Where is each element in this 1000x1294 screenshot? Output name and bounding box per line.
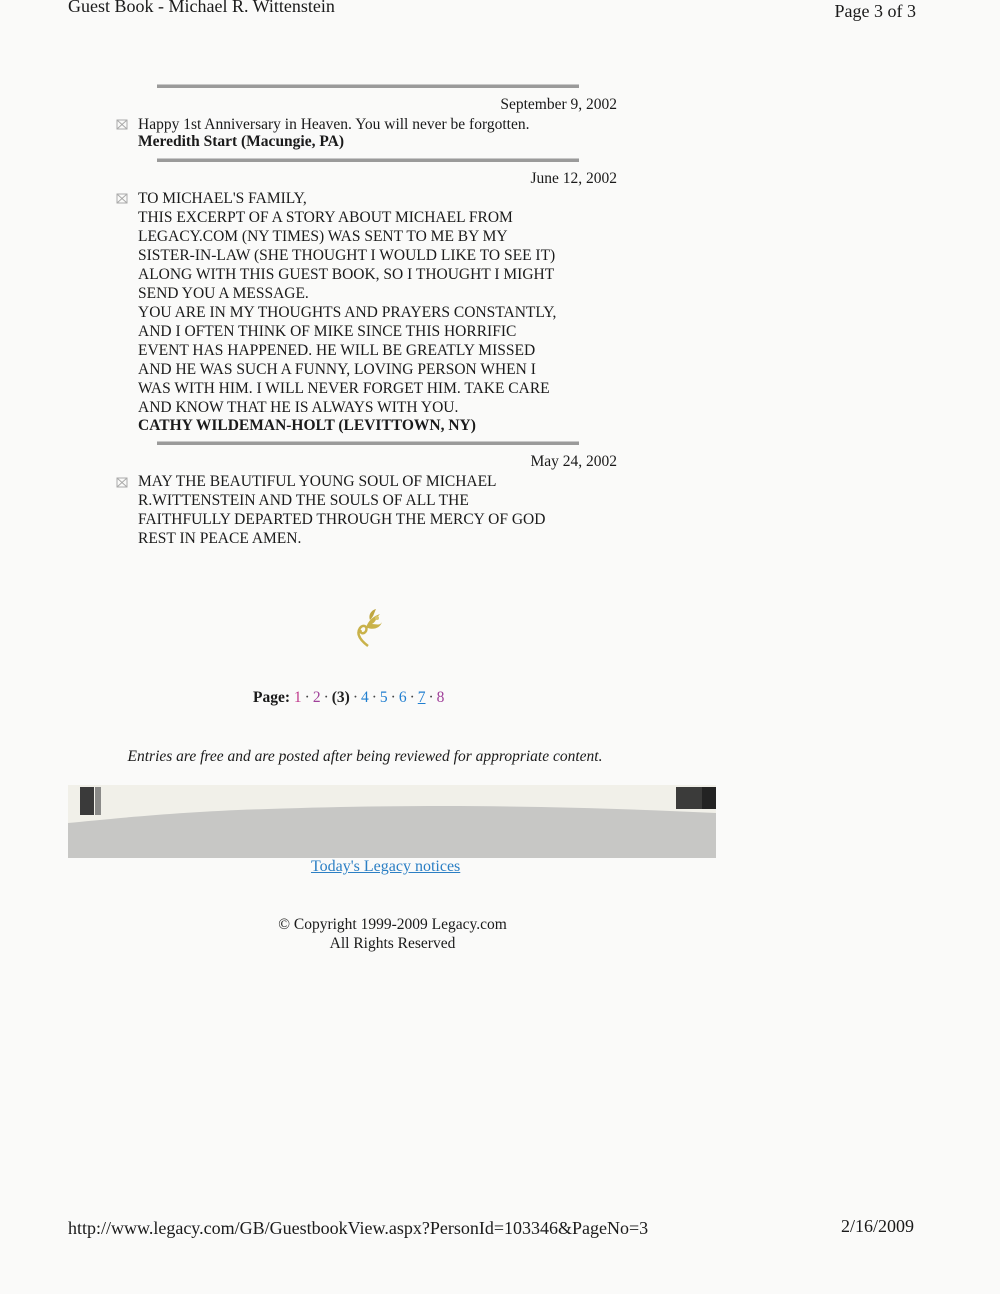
entry-date: May 24, 2002 [530, 453, 617, 470]
message-line: REST IN PEACE AMEN. [138, 530, 302, 547]
page-link-2[interactable]: 2 [312, 689, 321, 706]
entry-date: September 9, 2002 [500, 96, 617, 113]
entry-author: Meredith Start (Macungie, PA) [138, 133, 345, 150]
page-current: (3) [331, 689, 350, 706]
message-line: YOU ARE IN MY THOUGHTS AND PRAYERS CONSTANTLY, [138, 304, 557, 321]
page-link-8[interactable]: 8 [436, 689, 445, 706]
copyright-line: © Copyright 1999-2009 Legacy.com [278, 916, 507, 933]
entry-divider [157, 441, 579, 445]
page-link-1[interactable]: 1 [293, 689, 302, 706]
message-line: ALONG WITH THIS GUEST BOOK, SO I THOUGHT I MIGHT [138, 266, 555, 283]
page-link-4[interactable]: 4 [360, 689, 369, 706]
page-separator: · [390, 689, 396, 706]
bullet-icon [116, 193, 128, 204]
entry-divider [157, 158, 579, 162]
bullet-icon [116, 119, 128, 130]
bullet-icon [116, 477, 128, 488]
page-separator: · [352, 689, 358, 706]
message-line: MAY THE BEAUTIFUL YOUNG SOUL OF MICHAEL [138, 473, 497, 490]
page-separator: · [409, 689, 415, 706]
message-line: Happy 1st Anniversary in Heaven. You will never be forgotten. [138, 116, 530, 133]
message-line: WAS WITH HIM. I WILL NEVER FORGET HIM. TAKE CARE [138, 380, 550, 397]
message-line: FAITHFULLY DEPARTED THROUGH THE MERCY OF GOD [138, 511, 546, 528]
message-line: THIS EXCERPT OF A STORY ABOUT MICHAEL FROM [138, 209, 513, 226]
entry-message [138, 115, 628, 134]
entry-message [138, 189, 628, 417]
message-line: TO MICHAEL'S FAMILY, [138, 190, 307, 207]
message-line: LEGACY.COM (NY TIMES) WAS SENT TO ME BY MY [138, 228, 508, 245]
page-separator: · [304, 689, 310, 706]
banner-image [68, 785, 716, 858]
page-separator: · [323, 689, 329, 706]
message-line: AND I OFTEN THINK OF MIKE SINCE THIS HORRIFIC [138, 323, 517, 340]
page-link-6[interactable]: 6 [398, 689, 407, 706]
message-line: R.WITTENSTEIN AND THE SOULS OF ALL THE [138, 492, 469, 509]
message-line: SISTER-IN-LAW (SHE THOUGHT I WOULD LIKE TO SEE IT) [138, 247, 556, 264]
page-separator: · [428, 689, 434, 706]
entry-author: CATHY WILDEMAN-HOLT (LEVITTOWN, NY) [138, 417, 476, 434]
flourish-icon [350, 606, 386, 648]
message-line: AND HE WAS SUCH A FUNNY, LOVING PERSON WHEN I [138, 361, 536, 378]
entry-message [138, 472, 628, 548]
footer-url: http://www.legacy.com/GB/GuestbookView.aspx?PersonId=103346&PageNo=3 [68, 1218, 649, 1238]
pagination-label: Page: [253, 689, 291, 706]
copyright [230, 915, 555, 953]
message-line: SEND YOU A MESSAGE. [138, 285, 309, 302]
header-title: Guest Book - Michael R. Wittenstein [68, 0, 335, 16]
message-line: EVENT HAS HAPPENED. HE WILL BE GREATLY MISSED [138, 342, 536, 359]
message-line: AND KNOW THAT HE IS ALWAYS WITH YOU. [138, 399, 459, 416]
rights-line: All Rights Reserved [329, 935, 456, 952]
moderation-note: Entries are free and are posted after being reviewed for appropriate content. [127, 748, 603, 765]
entry-date: June 12, 2002 [530, 170, 617, 187]
footer-date: 2/16/2009 [840, 1216, 914, 1236]
page-link-5[interactable]: 5 [379, 689, 388, 706]
entry-divider [157, 84, 579, 88]
page-indicator: Page 3 of 3 [834, 1, 916, 21]
pagination [253, 689, 444, 707]
todays-legacy-notices-link[interactable]: Today's Legacy notices [311, 858, 461, 875]
page-link-7[interactable]: 7 [417, 689, 426, 706]
page-separator: · [371, 689, 377, 706]
